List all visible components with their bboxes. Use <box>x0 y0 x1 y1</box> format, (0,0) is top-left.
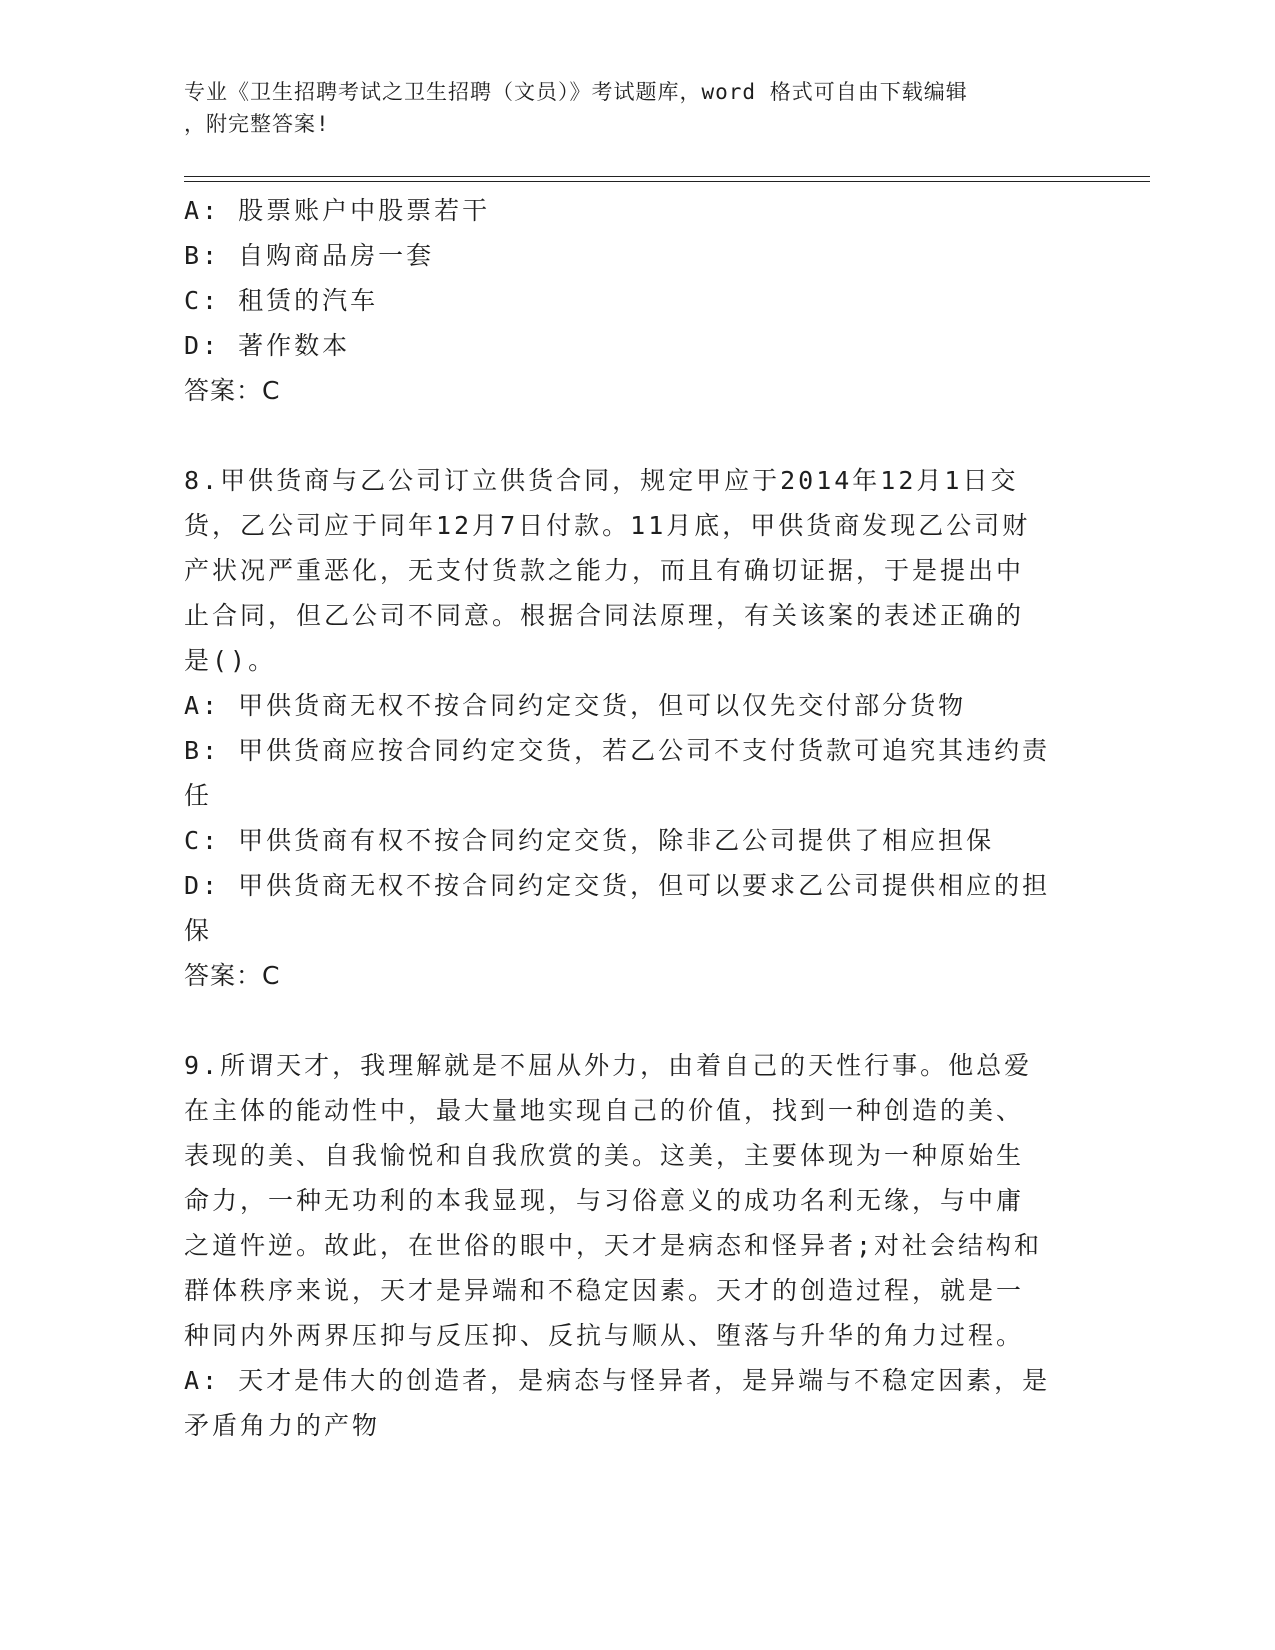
question-8-options <box>184 683 1079 953</box>
stem-line: 群体秩序来说，天才是异端和不稳定因素。天才的创造过程，就是一 <box>184 1276 1025 1305</box>
question-7-answer: 答案：C <box>184 376 281 405</box>
option-a: A: 股票账户中股票若干 <box>184 196 491 225</box>
option-d: D: 著作数本 <box>184 331 351 360</box>
option-b: B: 甲供货商应按合同约定交货，若乙公司不支付货款可追究其违约责 <box>184 736 1051 765</box>
stem-line: 是()。 <box>184 646 277 675</box>
page-header <box>184 76 1064 140</box>
option-b-continued: 任 <box>184 781 213 810</box>
stem-line: 9.所谓天才，我理解就是不屈从外力，由着自己的天性行事。他总爱 <box>184 1051 1033 1080</box>
option-a-continued: 矛盾角力的产物 <box>184 1411 381 1440</box>
header-line-2: ，附完整答案! <box>184 112 330 136</box>
option-d: D: 甲供货商无权不按合同约定交货，但可以要求乙公司提供相应的担 <box>184 871 1051 900</box>
header-line-1: 专业《卫生招聘考试之卫生招聘（文员）》考试题库，word 格式可自由下载编辑 <box>184 80 968 104</box>
option-c: C: 甲供货商有权不按合同约定交货，除非乙公司提供了相应担保 <box>184 826 995 855</box>
stem-line: 止合同，但乙公司不同意。根据合同法原理，有关该案的表述正确的 <box>184 601 1025 630</box>
question-8-answer: 答案：C <box>184 961 281 990</box>
header-divider-top <box>184 176 1150 177</box>
option-c: C: 租赁的汽车 <box>184 286 379 315</box>
stem-line: 8.甲供货商与乙公司订立供货合同，规定甲应于2014年12月1日交 <box>184 466 1019 495</box>
stem-line: 表现的美、自我愉悦和自我欣赏的美。这美，主要体现为一种原始生 <box>184 1141 1025 1170</box>
question-9-stem <box>184 1043 1079 1358</box>
header-divider-bottom <box>184 181 1150 182</box>
stem-line: 在主体的能动性中，最大量地实现自己的价值，找到一种创造的美、 <box>184 1096 1025 1125</box>
question-9-options <box>184 1358 1079 1448</box>
stem-line: 产状况严重恶化，无支付货款之能力，而且有确切证据，于是提出中 <box>184 556 1025 585</box>
spacer <box>184 998 1079 1043</box>
stem-line: 之道忤逆。故此，在世俗的眼中，天才是病态和怪异者;对社会结构和 <box>184 1231 1043 1260</box>
option-d-continued: 保 <box>184 916 213 945</box>
option-a: A: 甲供货商无权不按合同约定交货，但可以仅先交付部分货物 <box>184 691 967 720</box>
document-body <box>184 188 1079 1448</box>
stem-line: 命力，一种无功利的本我显现，与习俗意义的成功名利无缘，与中庸 <box>184 1186 1025 1215</box>
option-a: A: 天才是伟大的创造者，是病态与怪异者，是异端与不稳定因素，是 <box>184 1366 1051 1395</box>
spacer <box>184 413 1079 458</box>
option-b: B: 自购商品房一套 <box>184 241 435 270</box>
stem-line: 种同内外两界压抑与反压抑、反抗与顺从、堕落与升华的角力过程。 <box>184 1321 1025 1350</box>
question-8-stem <box>184 458 1079 683</box>
stem-line: 货，乙公司应于同年12月7日付款。11月底，甲供货商发现乙公司财 <box>184 511 1031 540</box>
question-7-options <box>184 188 1079 368</box>
